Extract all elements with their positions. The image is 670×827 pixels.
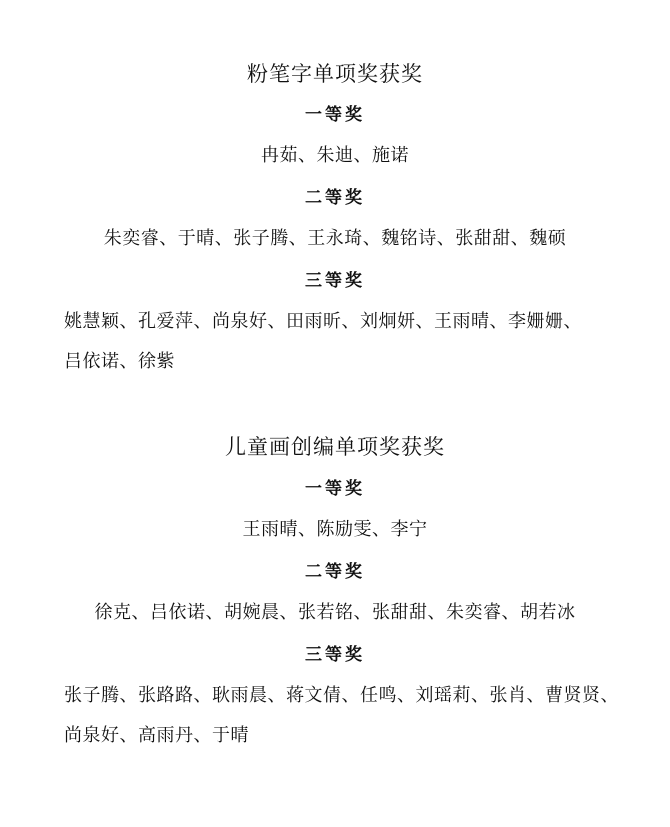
prize-heading-third xyxy=(0,269,670,293)
winner-names: 王雨晴、陈励雯、李宁 xyxy=(242,519,428,540)
winner-names-line: 吕依诺、徐紫 xyxy=(64,351,175,372)
section-title: 粉笔字单项奖获奖 xyxy=(247,62,423,86)
winners-second xyxy=(0,226,670,252)
prize-label: 二等奖 xyxy=(305,188,365,208)
winner-names-line: 尚泉好、高雨丹、于晴 xyxy=(64,725,249,746)
prize-heading-second xyxy=(0,560,670,584)
winners-third xyxy=(0,676,670,756)
winner-names: 朱奕睿、于晴、张子腾、王永琦、魏铭诗、张甜甜、魏硕 xyxy=(103,228,567,249)
winners-third xyxy=(0,302,670,382)
section-title-drawing xyxy=(0,432,670,462)
winners-first xyxy=(0,517,670,543)
prize-heading-third xyxy=(0,643,670,667)
prize-label: 一等奖 xyxy=(305,105,365,125)
prize-label: 三等奖 xyxy=(305,645,365,665)
prize-label: 三等奖 xyxy=(305,271,365,291)
prize-heading-first xyxy=(0,103,670,127)
prize-heading-first xyxy=(0,477,670,501)
section-title: 儿童画创编单项奖获奖 xyxy=(225,435,445,459)
winner-names-line: 姚慧颖、孔爱萍、尚泉好、田雨昕、刘炯妍、王雨晴、李姗姗、 xyxy=(64,311,582,332)
winners-first xyxy=(0,143,670,169)
winners-second xyxy=(0,600,670,626)
prize-heading-second xyxy=(0,186,670,210)
winner-names: 冉茹、朱迪、施诺 xyxy=(261,145,409,166)
prize-label: 二等奖 xyxy=(305,562,365,582)
winner-names: 徐克、吕依诺、胡婉晨、张若铭、张甜甜、朱奕睿、胡若冰 xyxy=(94,602,576,623)
section-title-chalk xyxy=(0,59,670,89)
winner-names-line: 张子腾、张路路、耿雨晨、蒋文倩、任鸣、刘瑶莉、张肖、曹贤贤、 xyxy=(64,685,619,706)
prize-label: 一等奖 xyxy=(305,479,365,499)
